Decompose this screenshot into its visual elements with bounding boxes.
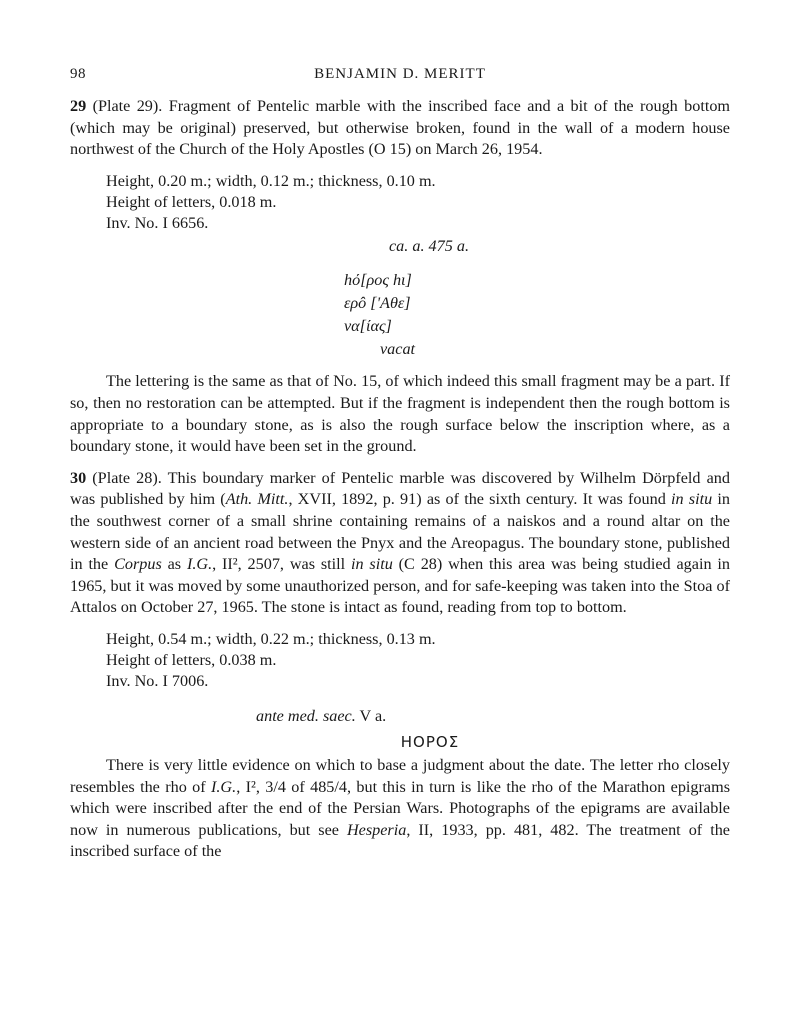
inscription-vacat: vacat [380,340,416,359]
entry-30-number: 30 [70,468,87,487]
entry-30-dims-line: Inv. No. I 7006. [106,671,209,690]
entry-30-dimensions [106,629,730,692]
citation-italic: Hesperia [346,820,407,839]
entry-30-commentary [70,755,730,863]
entry-29-dimensions [106,171,730,234]
date-italic: ante med. saec. [256,706,356,725]
author-running-head: BENJAMIN D. MERITT [314,66,486,82]
inscription-line: ερô ['Αθε] [344,294,411,313]
text-run: There is very little evidence on which to base a judgment about the date. The letter rho closely resembles the rho of [70,756,730,796]
citation-italic: I.G. [211,777,237,796]
page [70,60,730,863]
entry-29-intro [70,96,730,161]
entry-30-date [256,706,730,728]
text-run: , XVII, 1892, p. 91) as of the sixth century. It was found [288,490,672,509]
citation-italic: Corpus [114,555,162,574]
page-number: 98 [70,66,86,82]
text-run: , II², 2507, was still [212,555,351,574]
entry-29-inscription [344,269,730,361]
entry-29-number: 29 [70,97,87,115]
entry-29-dims-line: Inv. No. I 6656. [106,213,209,232]
date-roman: V a. [355,706,387,725]
citation-italic: I.G. [186,555,213,574]
running-head [70,60,730,84]
term-italic: in situ [671,490,713,509]
entry-29-commentary: The lettering is the same as that of No. 15, of which indeed this small fragment may be a part. If so, then no restoration can be attempted. But if the fragment is independent then the rough bottom is appropriate to a boundary stone, as is also the rough surface below the inscription where, as a boundary stone, it would have been set in the ground. [70,372,730,456]
entry-29-intro-text: (Plate 29). Fragment of Pentelic marble with the inscribed face and a bit of the rough bottom (which may be original) preserved, but otherwise broken, found in the wall of a modern house northwest of the Church of the Holy Apostles (O 15) on March 26, 1954. [70,97,731,159]
entry-30-intro [70,468,730,619]
text-run: (C 28) when this area was being studied again in 1965, but it was moved by some unauthorized person, and for safe-keeping was taken into the Stoa of Attalos on October 27, 1965. The stone is intact as found, reading from top to bottom. [70,555,730,617]
text-run: (Plate 28). This boundary marker of Pentelic marble was discovered by Wilhelm Dörpfeld and was published by him ( [70,468,730,509]
text-run: , II, 1933, pp. 481, 482. The treatment of the inscribed surface of the [70,820,730,861]
inscription-line: να[ίας] [344,317,392,336]
term-italic: in situ [350,555,393,574]
citation-italic: Ath. Mitt. [225,490,289,509]
entry-30-inscription: HOPOΣ [400,732,460,751]
entry-29-date: ca. a. 475 a. [388,236,470,255]
entry-29-dims-line: Height of letters, 0.018 m. [106,192,277,211]
text-run: as [161,555,187,574]
inscription-line: hό[ρος hι] [344,271,412,290]
entry-30-dims-line: Height, 0.54 m.; width, 0.22 m.; thickness, 0.13 m. [106,629,436,648]
entry-30-dims-line: Height of letters, 0.038 m. [106,650,277,669]
text-run: , I², 3/4 of 485/4, but this in turn is like the rho of the Marathon epigrams which were inscribed after the end of the Persian Wars. Photographs of the epigrams are available now in numerous publications, but see [70,777,730,839]
text-run: in the southwest corner of a small shrine containing remains of a naiskos and a round altar on the western side of an ancient road between the Pnyx and the Areopagus. The boundary stone, published in the [70,490,730,574]
entry-29-dims-line: Height, 0.20 m.; width, 0.12 m.; thickness, 0.10 m. [106,171,436,190]
